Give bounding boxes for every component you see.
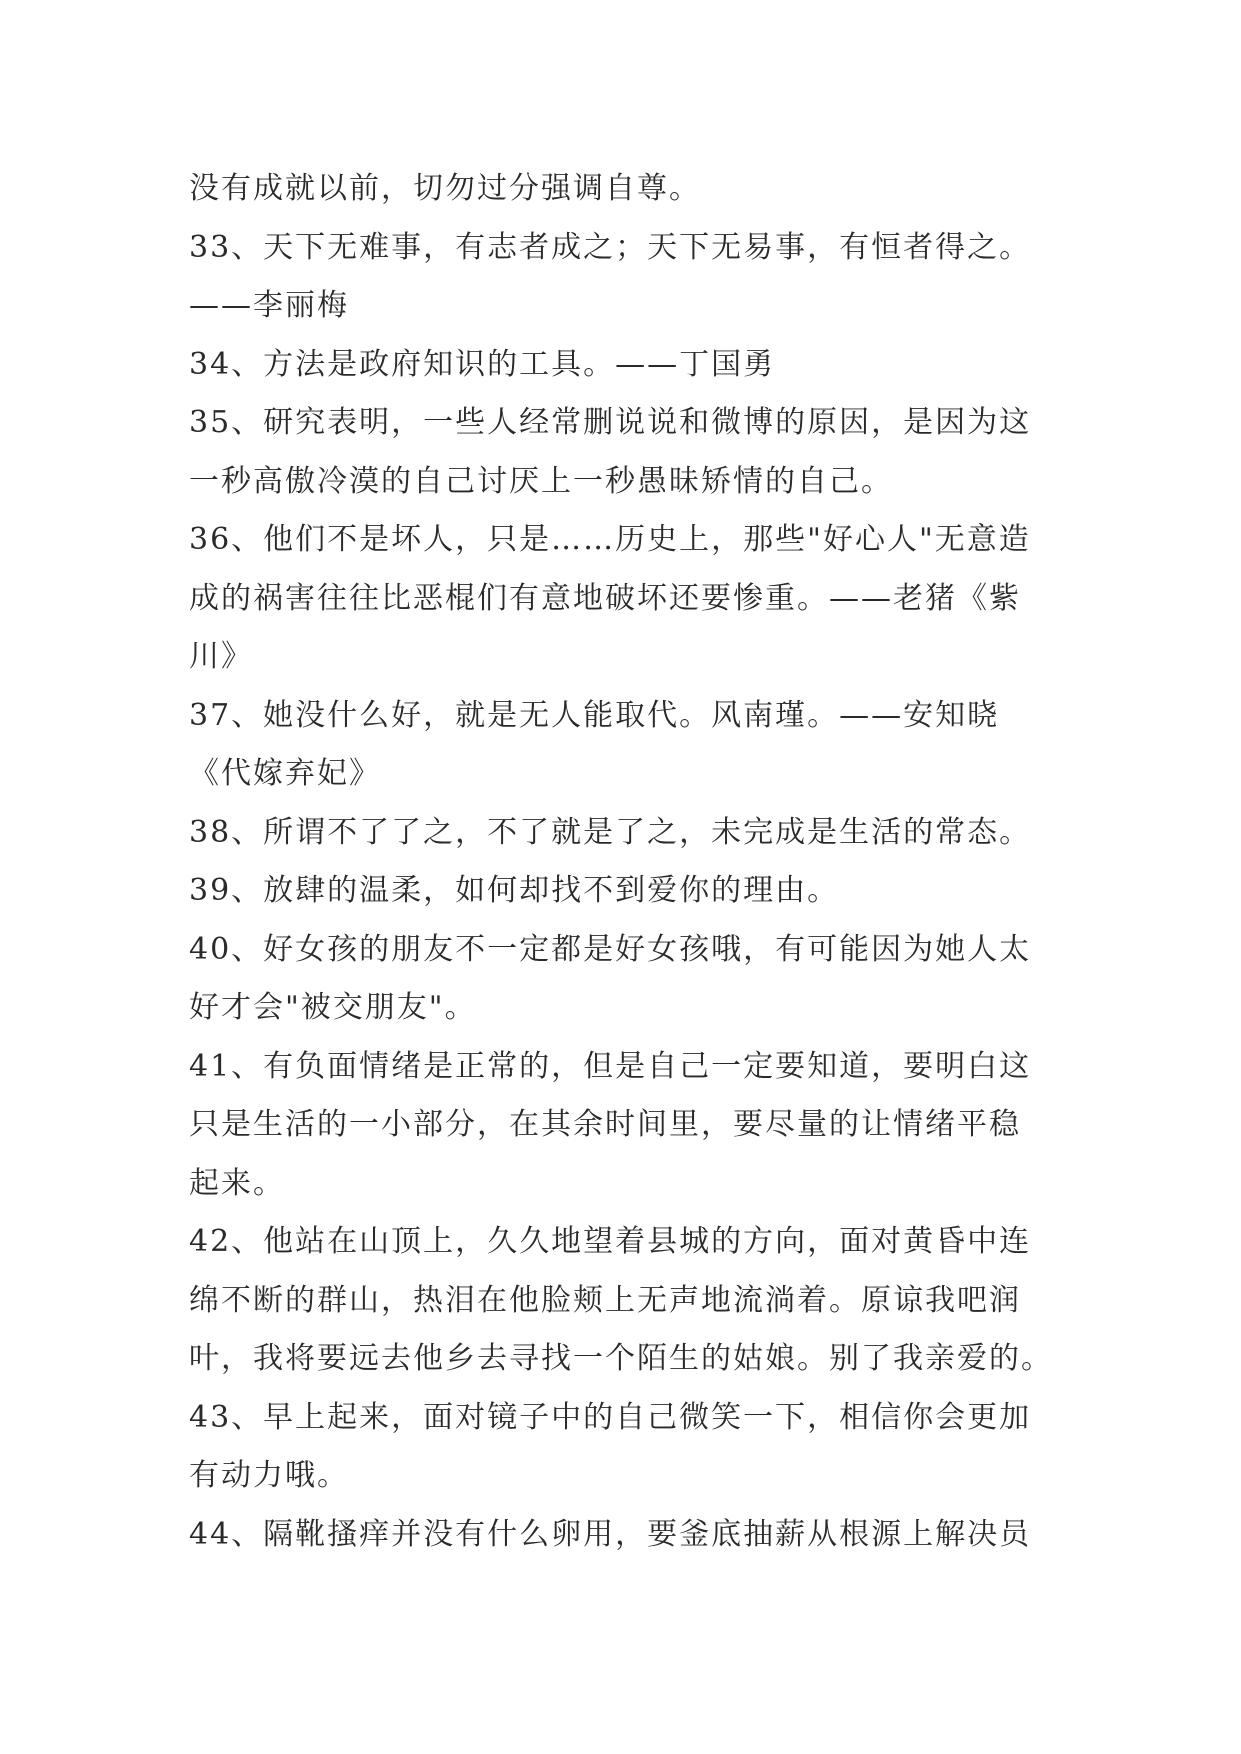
text-line: 35、研究表明，一些人经常删说说和微博的原因，是因为这 [189, 405, 1032, 440]
text-line: 《代嫁弃妃》 [189, 756, 381, 791]
text-line: 有动力哦。 [189, 1458, 349, 1493]
text-line: 只是生活的一小部分，在其余时间里，要尽量的让情绪平稳 [189, 1107, 1021, 1142]
text-line: 33、天下无难事，有志者成之；天下无易事，有恒者得之。 [189, 229, 1032, 265]
text-line: 叶，我将要远去他乡去寻找一个陌生的姑娘。别了我亲爱的。 [189, 1341, 1053, 1376]
text-line: 一秒高傲冷漠的自己讨厌上一秒愚昧矫情的自己。 [189, 463, 893, 499]
text-line: 没有成就以前，切勿过分强调自尊。 [189, 171, 701, 206]
text-line: 37、她没什么好，就是无人能取代。风南瑾。——安知晓 [189, 697, 1000, 733]
text-line: 成的祸害往往比恶棍们有意地破坏还要惨重。——老猪《紫 [189, 580, 1021, 616]
text-line: 起来。 [189, 1165, 285, 1201]
text-line: 42、他站在山顶上，久久地望着县城的方向，面对黄昏中连 [189, 1224, 1032, 1259]
body-text [189, 160, 1069, 1564]
text-line: 40、好女孩的朋友不一定都是好女孩哦，有可能因为她人太 [189, 931, 1032, 967]
text-line: 41、有负面情绪是正常的，但是自己一定要知道，要明白这 [189, 1048, 1032, 1084]
text-line: 44、隔靴搔痒并没有什么卵用，要釜底抽薪从根源上解决员 [189, 1516, 1032, 1552]
text-line: 43、早上起来，面对镜子中的自己微笑一下，相信你会更加 [189, 1399, 1032, 1435]
text-line: ——李丽梅 [189, 288, 349, 323]
text-line: 34、方法是政府知识的工具。——丁国勇 [189, 346, 776, 382]
text-line: 38、所谓不了了之，不了就是了之，未完成是生活的常态。 [189, 814, 1032, 850]
text-line: 39、放肆的温柔，如何却找不到爱你的理由。 [189, 873, 840, 908]
text-line: 好才会"被交朋友"。 [189, 990, 477, 1025]
text-line: 川》 [189, 639, 253, 674]
text-line: 绵不断的群山，热泪在他脸颊上无声地流淌着。原谅我吧润 [189, 1282, 1021, 1318]
text-line: 36、他们不是坏人，只是……历史上，那些"好心人"无意造 [189, 522, 1031, 557]
